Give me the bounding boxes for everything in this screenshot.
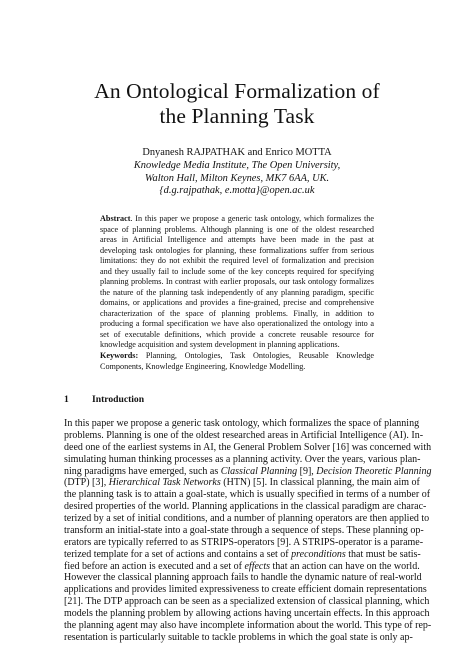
body-line [64,513,430,525]
keywords [100,351,374,372]
body-line [64,418,420,430]
body-line-italic-segment: Decision Theoretic Planning [316,465,432,477]
body-line [64,631,413,644]
body-line [64,572,422,584]
body-line [64,536,424,549]
body-line [64,524,424,537]
body-line-italic-segment: Hierarchical Task Networks [108,477,221,489]
abstract [100,214,374,351]
body-line-segment: terized template for a set of actions and contains a set of [64,548,292,560]
body-line-segment: [21]. The DTP approach can be seen as a specialized extension of classical planning, which [64,596,430,608]
body-line-italic-segment: effects [244,560,271,572]
body-line [64,596,430,608]
body-line-segment: terized by a set of initial conditions, and a number of planning operators are then applied to [64,513,430,524]
body-line-segment: desired properties of the world. Planning applications in the classical paradigm are charac- [64,501,427,513]
body-line-segment: the planning task is to attain a goal-state, which is usually specified in terms of a number of [64,489,431,501]
body-line [64,501,427,513]
body-line-segment: In this paper we propose a generic task ontology, which formalizes the space of planning [64,418,420,429]
keywords-label: Keywords: [100,351,139,360]
body-line [64,619,432,632]
section-number: 1 [64,394,69,405]
body-line [64,548,421,561]
body-line-italic-segment: preconditions [291,548,346,560]
body-line-segment: simulating human thinking processes as a planning activity. Over the years, various plan- [64,453,421,465]
body-line [64,429,424,442]
author-names: Dnyanesh RAJPATHAK and Enrico MOTTA [142,147,332,158]
introduction-body [64,418,432,644]
body-line-segment: problems. Planning is one of the oldest researched areas in Artificial Intelligence (AI). In- [64,429,424,441]
body-line-segment: ning paradigms have emerged, such as [64,465,221,477]
body-line-segment: the planning agent may also have incomplete information about the world. This type of rep- [64,619,432,631]
paper-title-line-1: An Ontological Formalization of [94,79,380,103]
body-line-segment: resentation is particularly suitable to tackle problems in which the goal state is only ap- [64,631,413,643]
body-line [64,441,432,454]
author-affiliation-2: Walton Hall, Milton Keynes, MK7 6AA, UK. [144,173,330,184]
body-line-segment: [9], [297,465,317,477]
body-line [64,560,420,573]
body-line [64,477,420,489]
body-line-segment: transform an initial-state into a goal-state through a sequence of steps. These planning op- [64,524,424,536]
paper-title-line-2: the Planning Task [159,104,315,128]
body-line [64,608,430,620]
body-line-segment: models the planning problem by allowing actions having uncertain effects. In this approach [64,608,430,619]
body-line-segment: deed one of the earliest systems in AI, the General Problem Solver [16] was concerned with [64,441,432,453]
abstract-label: Abstract [100,214,131,223]
body-line-italic-segment: Classical Planning [220,465,298,477]
section-heading [64,394,144,406]
body-line-segment: (HTN) [5]. In classical planning, the main aim of [220,477,420,489]
body-line-segment: fied before an action is executed and a set of [64,560,245,572]
body-line [64,453,421,466]
body-line [64,584,427,596]
body-line-segment: applications and provides limited expressiveness to create efficient domain representations [64,584,427,596]
body-line [64,489,431,501]
abstract-text: . In this paper we propose a generic task ontology, which formalizes the space of planning problems. Although planning is one of the oldest researched areas in Artificial Intelligence and attempts have been made in the past at developing task ontologies for planning, these formalizations suffer from serious limitations: they do not exhibit the required level of formalization and precision and they usually fail to include some of the key concepts required for specifying planning problems. In contrast with earlier proposals, our task ontology formalizes the nature of the planning task independently of any planning paradigm, specific domains, or applications and provides a fine-grained, precise and comprehensive characterization of the space of planning problems. Finally, in addition to producing a formal specification we have also operationalized the ontology into a set of executable definitions, which provide a concrete reusable resource for knowledge acquisition and system development in planning applications. [100,214,374,349]
body-line-segment: erators are typically referred to as STRIPS-operators [9]. A STRIPS-operator is a parame- [64,536,424,548]
body-line-segment: that an action can have on the world. [270,560,420,572]
body-line-segment: However the classical planning approach fails to handle the dynamic nature of real-world [64,572,422,584]
author-affiliation-1: Knowledge Media Institute, The Open University, [133,160,341,171]
body-line-segment: that must be satis- [345,548,421,560]
keywords-text: Planning, Ontologies, Task Ontologies, Reusable Knowledge Components, Knowledge Engineering, Knowledge Modelling. [100,351,374,371]
author-emails: {d.g.rajpathak, e.motta}@open.ac.uk [159,185,315,196]
section-title: Introduction [92,394,145,405]
body-line-segment: (DTP) [3], [64,477,109,489]
body-line [64,465,432,478]
